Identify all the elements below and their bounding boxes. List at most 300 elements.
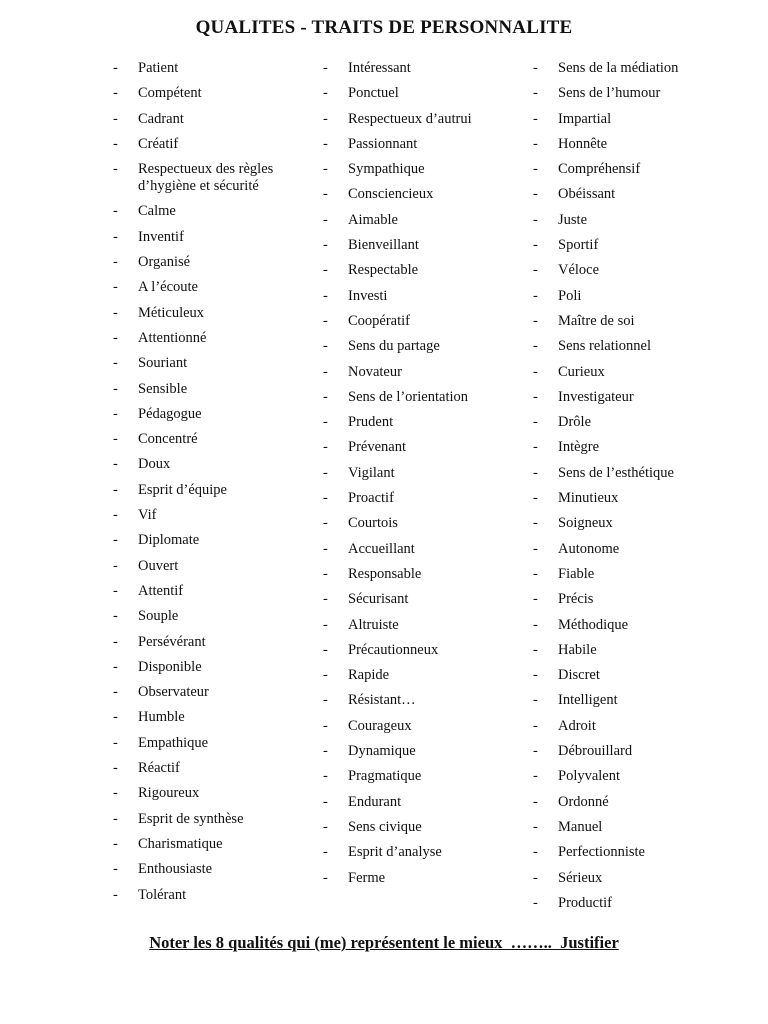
list-bullet: - (113, 532, 118, 549)
quality-label: Prévenant (348, 439, 406, 456)
list-item (533, 212, 753, 229)
list-bullet: - (323, 515, 328, 532)
quality-label: Sensible (138, 380, 188, 397)
list-item (533, 870, 753, 887)
list-item (533, 819, 753, 836)
list-item (113, 330, 333, 347)
list-bullet: - (113, 405, 118, 422)
quality-label: Soigneux (558, 515, 613, 532)
quality-label: Charismatique (138, 835, 223, 852)
quality-label: Courtois (348, 515, 398, 532)
list-item (113, 760, 333, 777)
quality-label: Maître de soi (558, 312, 635, 329)
quality-label: Cadrant (138, 110, 184, 127)
list-bullet: - (323, 641, 328, 658)
list-item (113, 507, 333, 524)
quality-label: Coopératif (348, 312, 411, 329)
quality-label: Rapide (348, 667, 390, 684)
list-item (533, 262, 753, 279)
quality-label: Consciencieux (348, 186, 434, 203)
list-item (323, 288, 543, 305)
list-bullet: - (113, 507, 118, 524)
list-bullet: - (323, 338, 328, 355)
quality-label: Souple (138, 608, 179, 625)
list-item (323, 60, 543, 77)
list-bullet: - (533, 110, 538, 127)
list-bullet: - (113, 709, 118, 726)
list-item (323, 111, 543, 128)
quality-label: Esprit de synthèse (138, 810, 244, 827)
list-item (113, 381, 333, 398)
list-item (113, 811, 333, 828)
list-item (533, 237, 753, 254)
list-item (113, 608, 333, 625)
instruction-note: Noter les 8 qualités qui (me) représentent le mieux …….. Justifier (149, 933, 619, 952)
list-bullet: - (113, 203, 118, 220)
quality-label: Patient (138, 60, 179, 76)
list-item (533, 642, 753, 659)
list-bullet: - (113, 608, 118, 625)
list-item (323, 465, 543, 482)
list-item (323, 490, 543, 507)
list-item (323, 718, 543, 735)
list-bullet: - (113, 456, 118, 473)
list-bullet: - (113, 254, 118, 271)
quality-label: Passionnant (348, 135, 418, 152)
list-bullet: - (533, 338, 538, 355)
quality-label: Intègre (558, 439, 600, 456)
list-bullet: - (323, 743, 328, 760)
quality-label: Endurant (348, 793, 402, 810)
quality-label: Sens civique (348, 818, 422, 835)
qualities-column-2 (323, 60, 543, 895)
quality-label: Vif (138, 507, 157, 524)
list-bullet: - (533, 490, 538, 507)
quality-label: Sportif (558, 237, 599, 254)
list-bullet: - (323, 591, 328, 608)
quality-label: Créatif (138, 135, 179, 152)
list-bullet: - (323, 490, 328, 507)
list-bullet: - (533, 667, 538, 684)
quality-label: Intelligent (558, 692, 618, 709)
list-bullet: - (533, 641, 538, 658)
list-bullet: - (533, 692, 538, 709)
list-item (533, 439, 753, 456)
quality-label: Curieux (558, 363, 605, 380)
list-item (533, 490, 753, 507)
quality-label: Réactif (138, 760, 180, 777)
list-item (113, 279, 333, 296)
list-item (113, 111, 333, 128)
list-bullet: - (113, 582, 118, 599)
list-item (113, 136, 333, 153)
list-item (533, 617, 753, 634)
list-bullet: - (113, 734, 118, 751)
quality-label: Empathique (138, 734, 209, 751)
list-item (113, 532, 333, 549)
list-bullet: - (533, 793, 538, 810)
list-bullet: - (113, 835, 118, 852)
list-item (323, 642, 543, 659)
list-item (533, 743, 753, 760)
list-item (533, 364, 753, 381)
quality-label: Courageux (348, 717, 412, 734)
quality-label: Précis (558, 591, 594, 608)
list-bullet: - (533, 237, 538, 254)
list-bullet: - (113, 658, 118, 675)
list-item (323, 667, 543, 684)
list-bullet: - (113, 355, 118, 372)
list-bullet: - (533, 312, 538, 329)
list-bullet: - (323, 110, 328, 127)
list-item (323, 617, 543, 634)
list-bullet: - (113, 886, 118, 903)
quality-label: Aimable (348, 211, 398, 228)
quality-label: Productif (558, 894, 612, 911)
list-bullet: - (113, 110, 118, 127)
list-item (533, 111, 753, 128)
quality-label: Honnête (558, 135, 608, 152)
list-bullet: - (533, 85, 538, 102)
list-bullet: - (533, 414, 538, 431)
list-bullet: - (113, 633, 118, 650)
list-item (113, 305, 333, 322)
list-item (533, 591, 753, 608)
quality-label: Respectueux d’autrui (348, 110, 472, 127)
quality-label: Minutieux (558, 490, 619, 507)
quality-label: Humble (138, 709, 185, 726)
quality-label: Investi (348, 287, 388, 304)
list-bullet: - (323, 312, 328, 329)
list-bullet: - (323, 237, 328, 254)
list-bullet: - (533, 869, 538, 886)
quality-label: Persévérant (138, 633, 206, 650)
list-item (533, 85, 753, 102)
list-item (113, 583, 333, 600)
list-item (323, 819, 543, 836)
quality-label: Prudent (348, 414, 394, 431)
list-item (533, 186, 753, 203)
list-bullet: - (533, 186, 538, 203)
list-bullet: - (323, 692, 328, 709)
list-bullet: - (533, 844, 538, 861)
quality-label: Débrouillard (558, 743, 633, 760)
list-bullet: - (533, 591, 538, 608)
quality-label: Doux (138, 456, 171, 473)
list-bullet: - (533, 717, 538, 734)
list-bullet: - (533, 616, 538, 633)
list-bullet: - (113, 861, 118, 878)
list-bullet: - (113, 279, 118, 296)
list-item (113, 836, 333, 853)
list-bullet: - (323, 540, 328, 557)
list-bullet: - (323, 85, 328, 102)
list-item (323, 692, 543, 709)
list-bullet: - (323, 844, 328, 861)
quality-label: Esprit d’équipe (138, 481, 227, 498)
quality-label: Disponible (138, 658, 202, 675)
quality-label: Organisé (138, 254, 191, 271)
list-bullet: - (533, 287, 538, 304)
list-item (323, 566, 543, 583)
list-item (533, 136, 753, 153)
quality-label: Concentré (138, 431, 198, 448)
quality-label: Pédagogue (138, 405, 202, 422)
list-item (113, 456, 333, 473)
quality-label: Véloce (558, 262, 600, 279)
quality-label: Méticuleux (138, 304, 205, 321)
list-bullet: - (533, 515, 538, 532)
list-item (323, 313, 543, 330)
quality-label: Pragmatique (348, 768, 422, 785)
list-item (533, 794, 753, 811)
quality-label: Discret (558, 667, 600, 684)
qualities-column-3 (533, 60, 753, 920)
quality-label: Respectueux des règles d’hygiène et sécurité (138, 161, 274, 195)
quality-label: Altruiste (348, 616, 399, 633)
list-bullet: - (323, 565, 328, 582)
quality-label: Diplomate (138, 532, 200, 549)
list-item (113, 254, 333, 271)
list-bullet: - (113, 810, 118, 827)
quality-label: Ponctuel (348, 85, 399, 102)
quality-label: Sens de l’esthétique (558, 464, 674, 481)
quality-label: Ferme (348, 869, 386, 886)
quality-label: Esprit d’analyse (348, 844, 442, 861)
list-bullet: - (533, 540, 538, 557)
list-bullet: - (533, 565, 538, 582)
list-item (113, 887, 333, 904)
list-bullet: - (113, 785, 118, 802)
quality-label: Juste (558, 211, 587, 228)
quality-label: Compétent (138, 85, 202, 102)
list-item (113, 85, 333, 102)
list-bullet: - (533, 439, 538, 456)
quality-label: Sens du partage (348, 338, 440, 355)
quality-label: Précautionneux (348, 641, 439, 658)
quality-label: A l’écoute (138, 279, 198, 296)
quality-label: Adroit (558, 717, 596, 734)
list-bullet: - (113, 228, 118, 245)
list-bullet: - (533, 464, 538, 481)
list-item (323, 161, 543, 178)
list-item (533, 667, 753, 684)
quality-label: Autonome (558, 540, 620, 557)
list-item (533, 566, 753, 583)
list-bullet: - (323, 439, 328, 456)
list-bullet: - (533, 60, 538, 76)
list-item (113, 161, 333, 195)
quality-label: Novateur (348, 363, 402, 380)
quality-label: Sens de l’orientation (348, 388, 469, 405)
list-item (323, 844, 543, 861)
list-item (323, 439, 543, 456)
list-bullet: - (323, 262, 328, 279)
list-bullet: - (323, 135, 328, 152)
list-item (533, 895, 753, 912)
list-bullet: - (113, 481, 118, 498)
list-item (323, 186, 543, 203)
quality-label: Habile (558, 641, 597, 658)
list-bullet: - (533, 161, 538, 178)
list-bullet: - (113, 684, 118, 701)
quality-label: Calme (138, 203, 176, 220)
list-bullet: - (533, 262, 538, 279)
list-item (113, 355, 333, 372)
quality-label: Attentif (138, 582, 184, 599)
quality-label: Sens de la médiation (558, 60, 679, 76)
quality-label: Rigoureux (138, 785, 200, 802)
list-bullet: - (323, 464, 328, 481)
quality-label: Sens relationnel (558, 338, 652, 355)
quality-label: Responsable (348, 565, 422, 582)
list-item (533, 768, 753, 785)
quality-label: Impartial (558, 110, 612, 127)
quality-label: Sympathique (348, 161, 425, 178)
quality-label: Résistant… (348, 692, 416, 709)
list-bullet: - (533, 363, 538, 380)
list-item (323, 794, 543, 811)
quality-label: Intéressant (348, 60, 411, 76)
list-item (533, 692, 753, 709)
list-item (113, 482, 333, 499)
list-item (533, 389, 753, 406)
quality-label: Perfectionniste (558, 844, 645, 861)
list-item (533, 541, 753, 558)
list-bullet: - (113, 557, 118, 574)
list-item (113, 558, 333, 575)
list-item (533, 313, 753, 330)
list-bullet: - (323, 793, 328, 810)
list-item (323, 136, 543, 153)
list-item (113, 431, 333, 448)
list-bullet: - (323, 768, 328, 785)
quality-label: Vigilant (348, 464, 395, 481)
list-bullet: - (323, 186, 328, 203)
quality-label: Sens de l’humour (558, 85, 661, 102)
list-item (533, 414, 753, 431)
quality-label: Fiable (558, 565, 595, 582)
quality-label: Manuel (558, 818, 603, 835)
quality-label: Sécurisant (348, 591, 409, 608)
list-item (323, 768, 543, 785)
list-item (533, 844, 753, 861)
qualities-column-1 (113, 60, 333, 912)
list-bullet: - (113, 304, 118, 321)
list-item (113, 203, 333, 220)
list-bullet: - (533, 818, 538, 835)
quality-label: Proactif (348, 490, 394, 507)
quality-label: Ouvert (138, 557, 179, 574)
list-bullet: - (323, 363, 328, 380)
quality-label: Enthousiaste (138, 861, 213, 878)
list-bullet: - (323, 287, 328, 304)
list-item (533, 161, 753, 178)
list-item (323, 541, 543, 558)
quality-label: Bienveillant (348, 237, 419, 254)
list-item (323, 414, 543, 431)
list-item (323, 237, 543, 254)
list-item (323, 262, 543, 279)
list-item (113, 229, 333, 246)
list-bullet: - (533, 211, 538, 228)
list-item (113, 785, 333, 802)
list-item (323, 870, 543, 887)
quality-label: Obéissant (558, 186, 616, 203)
page-title: QUALITES - TRAITS DE PERSONNALITE (195, 17, 573, 38)
list-bullet: - (533, 135, 538, 152)
list-bullet: - (113, 135, 118, 152)
quality-label: Drôle (558, 414, 592, 431)
quality-label: Dynamique (348, 743, 416, 760)
list-item (323, 85, 543, 102)
quality-label: Méthodique (558, 616, 629, 633)
list-bullet: - (113, 60, 118, 76)
list-bullet: - (323, 414, 328, 431)
list-item (113, 861, 333, 878)
quality-label: Poli (558, 287, 582, 304)
list-item (323, 591, 543, 608)
quality-label: Accueillant (348, 540, 415, 557)
list-bullet: - (323, 211, 328, 228)
list-bullet: - (323, 388, 328, 405)
list-bullet: - (323, 818, 328, 835)
quality-label: Polyvalent (558, 768, 621, 785)
list-item (533, 718, 753, 735)
list-item (323, 743, 543, 760)
list-bullet: - (323, 667, 328, 684)
list-item (323, 364, 543, 381)
list-item (323, 338, 543, 355)
list-item (323, 389, 543, 406)
list-bullet: - (323, 60, 328, 76)
list-bullet: - (113, 85, 118, 102)
list-bullet: - (113, 161, 118, 178)
quality-label: Sérieux (558, 869, 603, 886)
list-item (113, 709, 333, 726)
list-bullet: - (323, 161, 328, 178)
list-bullet: - (533, 894, 538, 911)
list-item (533, 288, 753, 305)
quality-label: Attentionné (138, 329, 207, 346)
quality-label: Ordonné (558, 793, 609, 810)
quality-label: Investigateur (558, 388, 634, 405)
list-item (533, 60, 753, 77)
list-item (533, 338, 753, 355)
list-bullet: - (533, 388, 538, 405)
list-item (113, 684, 333, 701)
quality-label: Souriant (138, 355, 188, 372)
list-item (533, 515, 753, 532)
list-bullet: - (533, 743, 538, 760)
list-bullet: - (113, 431, 118, 448)
quality-label: Inventif (138, 228, 184, 245)
list-item (113, 406, 333, 423)
list-item (113, 60, 333, 77)
list-bullet: - (113, 380, 118, 397)
list-bullet: - (533, 768, 538, 785)
list-bullet: - (323, 869, 328, 886)
quality-label: Respectable (348, 262, 419, 279)
list-bullet: - (323, 616, 328, 633)
quality-label: Observateur (138, 684, 209, 701)
list-item (323, 212, 543, 229)
list-item (323, 515, 543, 532)
quality-label: Compréhensif (558, 161, 641, 178)
list-item (533, 465, 753, 482)
list-item (113, 634, 333, 651)
list-item (113, 735, 333, 752)
